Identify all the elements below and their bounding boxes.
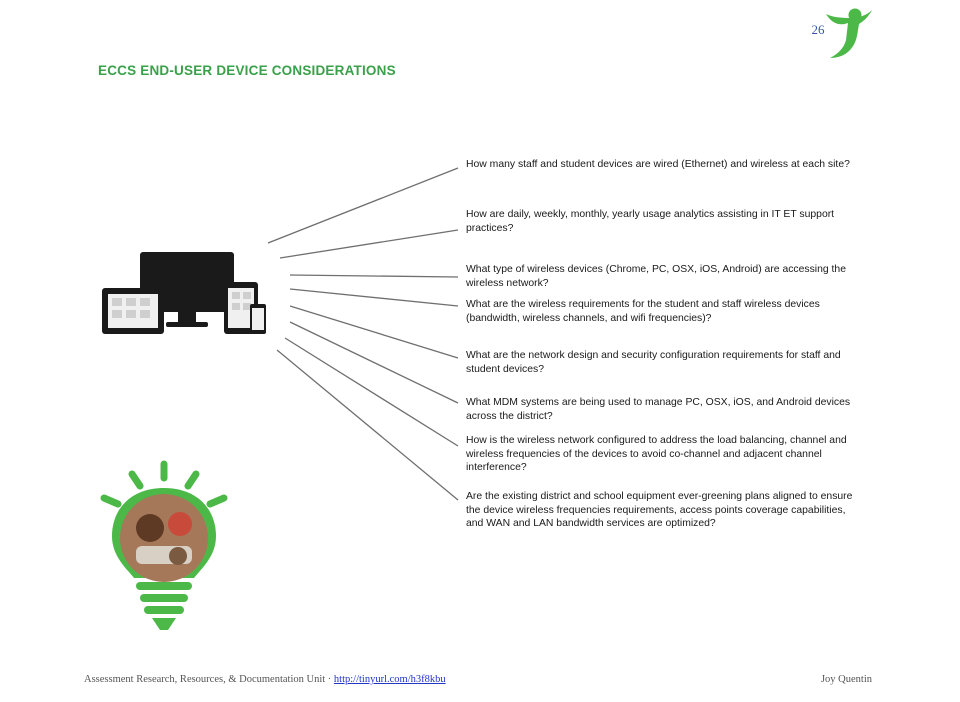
question-network-design: What are the network design and security configuration requirements for staff and student devices? (466, 350, 841, 375)
page-number: 26 (811, 22, 825, 37)
question-wireless-requirements: What are the wireless requirements for the student and staff wireless devices (bandwidth, wireless channels, and wifi frequencies)? (466, 299, 820, 324)
footer-link[interactable]: http://tinyurl.com/h3f8kbu (333, 674, 446, 685)
footer-author: Joy Quentin (820, 674, 872, 685)
lightbulb-icon (96, 458, 236, 634)
footer-credit (84, 674, 446, 685)
question-interference: How is the wireless network configured to address the load balancing, channel and wireless frequencies of the devices to avoid co-channel and adjacent channel interference? (466, 435, 847, 473)
footer-credit-text: Assessment Research, Resources, & Documentation Unit · (84, 674, 334, 685)
question-device-counts: How many staff and student devices are wired (Ethernet) and wireless at each site? (466, 159, 850, 170)
devices-icon (100, 250, 270, 342)
question-usage-analytics: How are daily, weekly, monthly, yearly usage analytics assisting in IT ET support practices? (466, 209, 835, 234)
question-device-types: What type of wireless devices (Chrome, PC, OSX, iOS, Android) are accessing the wireless network? (466, 264, 846, 289)
page-title: ECCS END-USER DEVICE CONSIDERATIONS (98, 63, 396, 78)
question-mdm-systems: What MDM systems are being used to manage PC, OSX, iOS, and Android devices across the district? (466, 397, 851, 422)
question-evergreening-plans: Are the existing district and school equipment ever-greening plans aligned to ensure the device wireless frequencies requirements, access points coverage capabilities, and WAN and LAN bandwidth services are optimized? (466, 491, 853, 529)
